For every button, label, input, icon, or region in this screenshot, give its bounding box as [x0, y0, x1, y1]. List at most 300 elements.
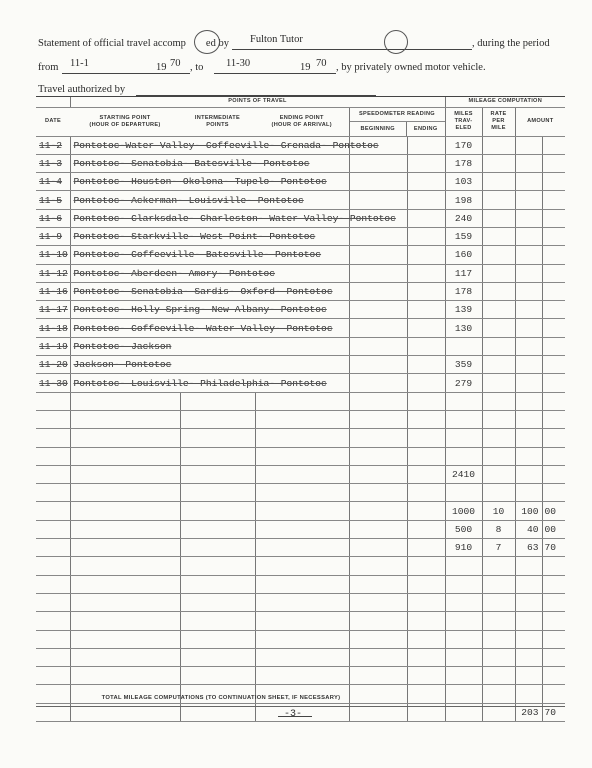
blank-cell — [349, 246, 407, 264]
blank-cell — [349, 173, 407, 191]
blank-cell — [407, 209, 445, 227]
trip-date: 11-20 — [36, 356, 70, 374]
computation-cents: 00 — [542, 520, 565, 538]
blank-cell — [36, 465, 70, 483]
blank-cell — [542, 575, 565, 593]
traveler-underline — [232, 49, 472, 50]
from-label: from — [38, 62, 59, 73]
blank-cell — [36, 630, 70, 648]
blank-cell — [36, 429, 70, 447]
blank-cell — [445, 557, 482, 575]
blank-cell — [180, 593, 255, 611]
blank-cell — [542, 154, 565, 172]
trip-date: 11-2 — [36, 136, 70, 154]
table-row — [36, 410, 565, 428]
blank-cell — [255, 484, 349, 502]
blank-cell — [445, 447, 482, 465]
blank-cell — [515, 301, 542, 319]
blank-cell — [70, 539, 180, 557]
blank-cell — [482, 484, 515, 502]
table-row — [36, 557, 565, 575]
blank-cell — [36, 447, 70, 465]
blank-cell — [349, 447, 407, 465]
blank-cell — [349, 520, 407, 538]
computation-dollars: 100 — [515, 502, 542, 520]
trip-miles: 240 — [445, 209, 482, 227]
trip-date: 11-6 — [36, 209, 70, 227]
blank-cell — [349, 227, 407, 245]
blank-cell — [255, 557, 349, 575]
blank-cell — [407, 667, 445, 685]
blank-cell — [542, 136, 565, 154]
blank-cell — [180, 557, 255, 575]
blank-cell — [407, 484, 445, 502]
blank-cell — [515, 337, 542, 355]
blank-cell — [349, 612, 407, 630]
trip-route: Pontotoc- Coffeeville- Batesville- Pontotoc — [70, 246, 349, 264]
blank-cell — [70, 502, 180, 520]
blank-cell — [180, 648, 255, 666]
blank-cell — [349, 410, 407, 428]
blank-cell — [349, 264, 407, 282]
speedometer-header: SPEEDOMETER READING BEGINNING ENDING — [349, 107, 445, 136]
blank-cell — [70, 465, 180, 483]
blank-cell — [515, 465, 542, 483]
blank-cell — [407, 539, 445, 557]
blank-cell — [515, 136, 542, 154]
blank-cell — [482, 264, 515, 282]
blank-cell — [349, 301, 407, 319]
blank-cell — [482, 447, 515, 465]
blank-cell — [180, 392, 255, 410]
blank-cell — [349, 484, 407, 502]
blank-cell — [482, 173, 515, 191]
blank-cell — [542, 685, 565, 703]
blank-cell — [407, 301, 445, 319]
trip-date: 11-4 — [36, 173, 70, 191]
trip-route: Pontotoc-Water Valley- Coffeeville- Grenada- Pontotoc — [70, 136, 349, 154]
blank-cell — [445, 593, 482, 611]
trip-route: Jackson- Pontotoc — [70, 356, 349, 374]
trip-date: 11-3 — [36, 154, 70, 172]
blank-cell — [180, 429, 255, 447]
blank-cell — [180, 667, 255, 685]
trip-miles — [445, 337, 482, 355]
blank-cell — [482, 410, 515, 428]
trip-route: Pontotoc- Houston- Okolona- Tupelo- Pontotoc — [70, 173, 349, 191]
trip-miles: 103 — [445, 173, 482, 191]
trip-miles: 117 — [445, 264, 482, 282]
blank-cell — [542, 173, 565, 191]
table-row — [36, 575, 565, 593]
blank-cell — [407, 630, 445, 648]
intermediate-points-header: INTERMEDIATE POINTS — [180, 107, 255, 136]
trip-date: 11-30 — [36, 374, 70, 392]
table-bottom-rule — [36, 706, 565, 707]
trip-miles: 159 — [445, 227, 482, 245]
blank-cell — [70, 557, 180, 575]
blank-cell — [515, 392, 542, 410]
blank-cell — [349, 648, 407, 666]
to-year: 70 — [316, 58, 327, 69]
blank-cell — [542, 282, 565, 300]
table-row — [36, 484, 565, 502]
blank-cell — [255, 630, 349, 648]
blank-cell — [542, 356, 565, 374]
to-label: , to — [190, 62, 204, 73]
blank-cell — [482, 429, 515, 447]
blank-cell — [542, 465, 565, 483]
blank-cell — [482, 630, 515, 648]
trip-route: Pontotoc- Clarksdale- Charleston- Water Valley- Pontotoc — [70, 209, 349, 227]
blank-cell — [515, 685, 542, 703]
blank-cell — [542, 667, 565, 685]
blank-cell — [255, 465, 349, 483]
blank-cell — [482, 246, 515, 264]
blank-cell — [255, 447, 349, 465]
authorized-label: Travel authorized by — [38, 84, 126, 95]
blank-cell — [515, 557, 542, 575]
blank-cell — [180, 447, 255, 465]
table-row — [36, 301, 565, 319]
computation-rate: 10 — [482, 502, 515, 520]
blank-cell — [515, 227, 542, 245]
blank-cell — [180, 520, 255, 538]
blank-cell — [349, 392, 407, 410]
blank-cell — [407, 392, 445, 410]
blank-cell — [482, 154, 515, 172]
blank-cell — [515, 484, 542, 502]
blank-cell — [349, 539, 407, 557]
blank-cell — [445, 410, 482, 428]
blank-cell — [515, 410, 542, 428]
blank-cell — [542, 630, 565, 648]
page-number: -3- — [284, 709, 303, 720]
rate-per-mile-header: RATE PER MILE — [482, 107, 515, 136]
blank-cell — [482, 227, 515, 245]
blank-cell — [349, 593, 407, 611]
punch-hole-right — [384, 30, 408, 54]
blank-cell — [36, 502, 70, 520]
blank-cell — [36, 484, 70, 502]
blank-cell — [515, 282, 542, 300]
from-year-prefix: 19 — [156, 62, 167, 73]
date-header: DATE — [36, 107, 70, 136]
blank-cell — [407, 612, 445, 630]
blank-cell — [482, 191, 515, 209]
trip-route: Pontotoc- Senatobia- Batesville- Pontotoc — [70, 154, 349, 172]
blank-cell — [515, 593, 542, 611]
from-year: 70 — [170, 58, 181, 69]
blank-cell — [482, 392, 515, 410]
blank-cell — [70, 630, 180, 648]
blank-cell — [482, 465, 515, 483]
blank-cell — [445, 630, 482, 648]
blank-cell — [180, 612, 255, 630]
blank-cell — [255, 539, 349, 557]
blank-cell — [515, 612, 542, 630]
table-row — [36, 154, 565, 172]
trip-miles: 279 — [445, 374, 482, 392]
blank-cell — [349, 429, 407, 447]
trip-route: Pontotoc- Aberdeen- Amory- Pontotoc — [70, 264, 349, 282]
trip-date: 11-5 — [36, 191, 70, 209]
blank-cell — [515, 575, 542, 593]
blank-cell — [70, 429, 180, 447]
blank-cell — [349, 502, 407, 520]
trip-miles: 178 — [445, 154, 482, 172]
blank-cell — [542, 209, 565, 227]
to-year-prefix: 19 — [300, 62, 311, 73]
blank-cell — [70, 410, 180, 428]
trip-route: Pontotoc- Louisville- Philadelphia- Pontotoc — [70, 374, 349, 392]
blank-cell — [542, 227, 565, 245]
grand-total-dollars: 203 — [515, 703, 542, 721]
blank-cell — [407, 191, 445, 209]
blank-cell — [36, 667, 70, 685]
trip-miles: 139 — [445, 301, 482, 319]
blank-cell — [445, 429, 482, 447]
blank-cell — [70, 612, 180, 630]
table-row — [36, 356, 565, 374]
table-row — [36, 612, 565, 630]
blank-cell — [407, 557, 445, 575]
trip-route: Pontotoc- Ackerman- Louisville- Pontotoc — [70, 191, 349, 209]
blank-cell — [542, 337, 565, 355]
trip-date: 11-9 — [36, 227, 70, 245]
travel-table — [36, 97, 565, 722]
grand-total-cents: 70 — [542, 703, 565, 721]
blank-cell — [70, 392, 180, 410]
trip-route: Pontotoc- Holly Spring- New Albany- Pontotoc — [70, 301, 349, 319]
table-row — [36, 173, 565, 191]
blank-cell — [542, 374, 565, 392]
table-row — [36, 209, 565, 227]
trip-miles: 359 — [445, 356, 482, 374]
table-row — [36, 447, 565, 465]
blank-cell — [542, 392, 565, 410]
table-row — [36, 648, 565, 666]
trip-route: Pontotoc- Jackson — [70, 337, 349, 355]
blank-cell — [515, 173, 542, 191]
blank-cell — [407, 282, 445, 300]
blank-cell — [349, 374, 407, 392]
table-row — [36, 465, 565, 483]
blank-cell — [407, 246, 445, 264]
blank-cell — [180, 539, 255, 557]
trip-date: 11-17 — [36, 301, 70, 319]
blank-cell — [445, 685, 482, 703]
amount-header: AMOUNT — [515, 107, 565, 136]
blank-cell — [482, 136, 515, 154]
computation-rate: 8 — [482, 520, 515, 538]
table-row — [36, 227, 565, 245]
trip-date: 11-19 — [36, 337, 70, 355]
to-underline — [214, 73, 336, 74]
blank-cell — [255, 410, 349, 428]
computation-dollars: 63 — [515, 539, 542, 557]
blank-cell — [407, 648, 445, 666]
blank-cell — [349, 667, 407, 685]
blank-cell — [36, 575, 70, 593]
blank-cell — [542, 301, 565, 319]
table-row — [36, 246, 565, 264]
points-of-travel-header: POINTS OF TRAVEL — [70, 97, 445, 107]
blank-cell — [349, 557, 407, 575]
blank-cell — [482, 648, 515, 666]
blank-cell — [482, 612, 515, 630]
blank-cell — [349, 356, 407, 374]
blank-cell — [180, 575, 255, 593]
blank-cell — [255, 667, 349, 685]
blank-cell — [407, 410, 445, 428]
blank-cell — [349, 154, 407, 172]
trip-date: 11-12 — [36, 264, 70, 282]
blank-cell — [70, 447, 180, 465]
trip-route: Pontotoc- Coffeeville- Water Valley- Pontotoc — [70, 319, 349, 337]
blank-cell — [349, 191, 407, 209]
blank-cell — [349, 319, 407, 337]
blank-cell — [515, 429, 542, 447]
blank-cell — [515, 667, 542, 685]
blank-cell — [515, 447, 542, 465]
blank-cell — [36, 410, 70, 428]
blank-cell — [407, 356, 445, 374]
blank-cell — [542, 648, 565, 666]
blank-cell — [407, 465, 445, 483]
blank-cell — [407, 319, 445, 337]
blank-cell — [542, 447, 565, 465]
table-row — [36, 319, 565, 337]
blank-cell — [407, 520, 445, 538]
blank-cell — [515, 154, 542, 172]
blank-cell — [445, 392, 482, 410]
vehicle-text: , by privately owned motor vehicle. — [336, 62, 486, 73]
blank-cell — [180, 465, 255, 483]
table-row — [36, 374, 565, 392]
blank-cell — [70, 520, 180, 538]
blank-cell — [255, 520, 349, 538]
blank-cell — [349, 575, 407, 593]
blank-cell — [482, 337, 515, 355]
table-row — [36, 520, 565, 538]
blank-cell — [482, 557, 515, 575]
blank-cell — [255, 575, 349, 593]
blank-cell — [542, 612, 565, 630]
blank-cell — [482, 209, 515, 227]
blank-cell — [36, 520, 70, 538]
blank-cell — [255, 593, 349, 611]
blank-cell — [482, 282, 515, 300]
blank-cell — [445, 575, 482, 593]
blank-cell — [445, 484, 482, 502]
table-row — [36, 337, 565, 355]
total-miles: 2410 — [445, 465, 482, 483]
blank-cell — [482, 685, 515, 703]
blank-cell — [542, 191, 565, 209]
blank-cell — [445, 612, 482, 630]
computation-miles: 1000 — [445, 502, 482, 520]
blank-cell — [255, 502, 349, 520]
blank-cell — [36, 612, 70, 630]
blank-cell — [180, 484, 255, 502]
blank-cell — [349, 630, 407, 648]
blank-cell — [542, 429, 565, 447]
computation-miles: 500 — [445, 520, 482, 538]
computation-dollars: 40 — [515, 520, 542, 538]
blank-cell — [180, 502, 255, 520]
table-row — [36, 429, 565, 447]
blank-cell — [407, 264, 445, 282]
blank-cell — [407, 429, 445, 447]
from-date: 11-1 — [70, 58, 89, 69]
blank-cell — [70, 648, 180, 666]
table-row — [36, 282, 565, 300]
blank-cell — [407, 575, 445, 593]
blank-cell — [70, 575, 180, 593]
table-row — [36, 502, 565, 520]
blank-cell — [542, 484, 565, 502]
blank-cell — [255, 392, 349, 410]
blank-cell — [36, 392, 70, 410]
blank-cell — [36, 648, 70, 666]
blank-cell — [515, 319, 542, 337]
trip-route: Pontotoc- Starkville- West Point- Pontotoc — [70, 227, 349, 245]
table-row — [36, 630, 565, 648]
trip-miles: 198 — [445, 191, 482, 209]
blank-cell — [482, 301, 515, 319]
blank-cell — [70, 484, 180, 502]
blank-cell — [349, 282, 407, 300]
blank-cell — [482, 374, 515, 392]
blank-cell — [407, 154, 445, 172]
blank-cell — [36, 539, 70, 557]
blank-cell — [255, 648, 349, 666]
blank-cell — [482, 575, 515, 593]
table-row — [36, 264, 565, 282]
blank-cell — [515, 209, 542, 227]
blank-cell — [445, 648, 482, 666]
traveler-name: Fulton Tutor — [250, 34, 303, 45]
blank-cell — [349, 337, 407, 355]
blank-cell — [70, 593, 180, 611]
trip-miles: 130 — [445, 319, 482, 337]
table-row — [36, 392, 565, 410]
trip-miles: 160 — [445, 246, 482, 264]
blank-cell — [542, 410, 565, 428]
blank-cell — [36, 557, 70, 575]
computation-cents: 00 — [542, 502, 565, 520]
blank-cell — [407, 447, 445, 465]
blank-cell — [407, 136, 445, 154]
blank-cell — [255, 612, 349, 630]
mileage-computation-header: MILEAGE COMPUTATION — [445, 97, 565, 107]
blank-cell — [255, 429, 349, 447]
blank-cell — [407, 593, 445, 611]
from-underline — [62, 73, 190, 74]
blank-cell — [70, 667, 180, 685]
blank-cell — [407, 173, 445, 191]
table-row — [36, 667, 565, 685]
trip-date: 11-16 — [36, 282, 70, 300]
blank-cell — [482, 667, 515, 685]
blank-cell — [482, 593, 515, 611]
statement-label: Statement of official travel accomp ed by — [38, 38, 229, 49]
blank-cell — [407, 502, 445, 520]
blank-cell — [542, 557, 565, 575]
to-date: 11-30 — [226, 58, 251, 69]
trip-date: 11-10 — [36, 246, 70, 264]
